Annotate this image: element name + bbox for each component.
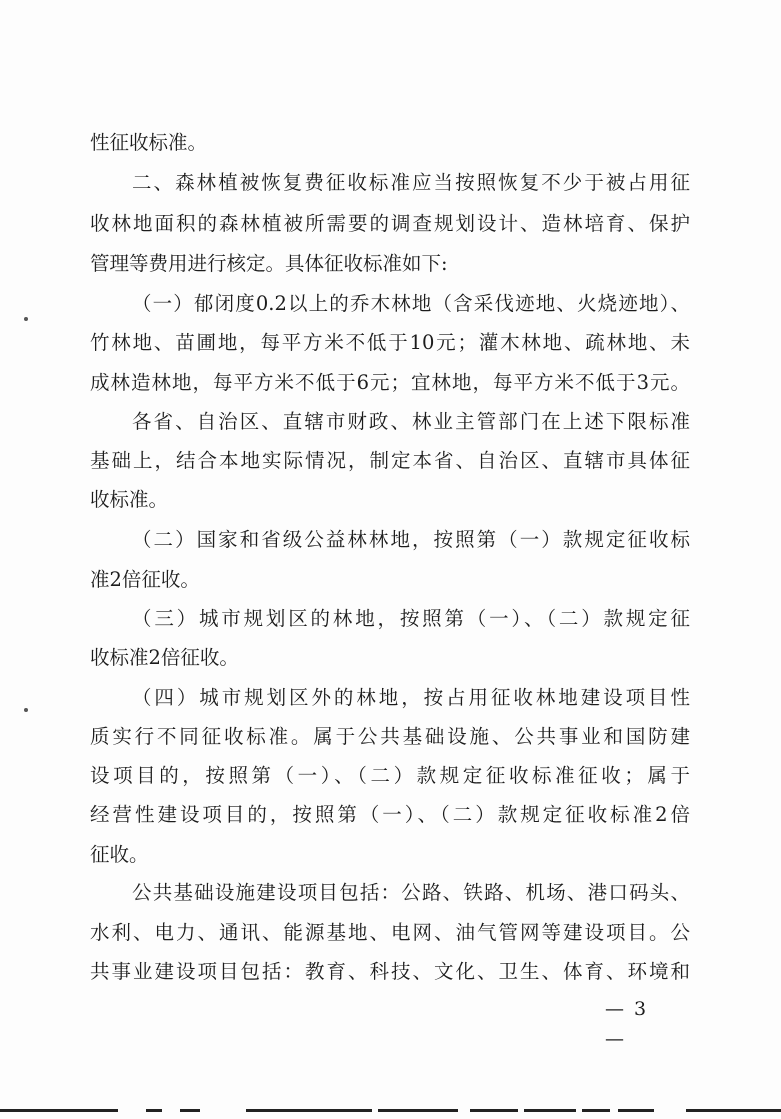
paragraph-line: 质实行不同征收标准。属于公共基础设施、公共事业和国防建: [90, 725, 690, 748]
paragraph-line: 收标准2倍征收。: [90, 646, 239, 669]
paragraph-line: 设项目的，按照第（一）、（二）款规定征收标准征收；属于: [90, 764, 690, 787]
edge-segment: [470, 1109, 518, 1112]
edge-segment: [378, 1109, 458, 1112]
paragraph-line: 共事业建设项目包括：教育、科技、文化、卫生、体育、环境和: [90, 960, 690, 983]
paragraph-line: 竹林地、苗圃地，每平方米不低于10元；灌木林地、疏林地、未: [90, 331, 690, 354]
paragraph-line: 基础上，结合本地实际情况，制定本省、自治区、直辖市具体征: [90, 449, 690, 472]
paragraph-line: 经营性建设项目的，按照第（一）、（二）款规定征收标准2倍: [90, 803, 690, 826]
edge-segment: [686, 1109, 781, 1112]
paragraph-line: 性征收标准。: [90, 131, 208, 154]
edge-segment: [582, 1109, 610, 1112]
paragraph-line: 收林地面积的森林植被所需要的调查规划设计、造林培育、保护: [90, 212, 690, 235]
paragraph-line: 二、森林植被恢复费征收标准应当按照恢复不少于被占用征: [132, 171, 690, 194]
edge-segment: [618, 1109, 654, 1112]
scan-bottom-edge: [0, 1109, 781, 1113]
page-number: — 3 —: [605, 998, 649, 1050]
paragraph-line: （三）城市规划区的林地，按照第（一）、（二）款规定征: [132, 607, 690, 630]
paragraph-line: 征收。: [90, 843, 149, 866]
paragraph-line: 公共基础设施建设项目包括：公路、铁路、机场、港口码头、: [132, 881, 690, 904]
paragraph-line: 收标准。: [90, 488, 169, 511]
paragraph-line: 各省、自治区、直辖市财政、林业主管部门在上述下限标准: [132, 410, 690, 433]
paragraph-line: 管理等费用进行核定。具体征收标准如下:: [90, 252, 448, 275]
paragraph-line: （二）国家和省级公益林林地，按照第（一）款规定征收标: [132, 528, 690, 551]
paragraph-line: 准2倍征收。: [90, 568, 200, 591]
scan-speck: [24, 317, 28, 321]
edge-segment: [0, 1109, 118, 1112]
edge-segment: [180, 1109, 200, 1112]
paragraph-line: 成林造林地，每平方米不低于6元；宜林地，每平方米不低于3元。: [90, 371, 690, 394]
edge-segment: [146, 1109, 162, 1112]
scan-speck: [24, 708, 28, 712]
edge-segment: [246, 1109, 372, 1112]
paragraph-line: （四）城市规划区外的林地，按占用征收林地建设项目性: [132, 686, 690, 709]
paragraph-line: 水利、电力、通讯、能源基地、电网、油气管网等建设项目。公: [90, 921, 690, 944]
edge-segment: [524, 1109, 576, 1112]
paragraph-line: （一）郁闭度0.2以上的乔木林地（含采伐迹地、火烧迹地）、: [132, 292, 690, 315]
